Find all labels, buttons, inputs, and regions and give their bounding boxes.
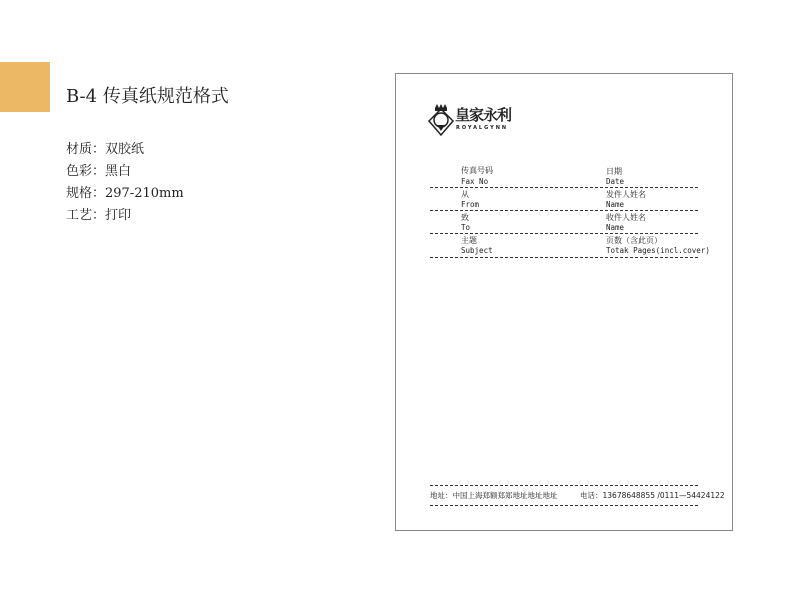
field-label-cn: 日期 [606,167,622,176]
field-label-en: Name [606,200,625,209]
field-label-en: Totak Pages(incl.cover) [606,246,710,255]
lion-logo-icon [427,103,455,137]
spec-size: 规格：297-210mm [66,186,184,201]
logo-subtitle: ROYALGYNN [456,125,509,131]
field-label-en: To [461,223,471,232]
field-label-cn: 页数（含此页） [606,236,662,245]
divider [430,505,698,506]
footer-phone: 电话：13678648855 /0111—54424122 [580,491,725,500]
field-label-cn: 传真号码 [461,166,493,175]
field-label-en: Date [606,177,625,186]
divider [430,257,698,258]
field-label-en: Subject [461,246,493,255]
divider [430,187,698,188]
field-label-cn: 主题 [461,236,477,245]
logo-name: 皇家永利 [455,106,512,124]
page-title: B-4 传真纸规范格式 [66,86,229,107]
accent-block [0,62,50,112]
field-label-cn: 发件人姓名 [606,190,646,199]
field-label-cn: 从 [461,190,469,199]
field-label-cn: 致 [461,213,469,222]
field-label-en: From [461,200,480,209]
spec-material: 材质：双胶纸 [66,142,145,157]
divider [430,210,698,211]
divider [430,233,698,234]
footer-address: 地址：中国上海郑额郑郑地址地址地址 [430,491,558,500]
field-label-en: Name [606,223,625,232]
divider [430,485,698,486]
fax-sheet [395,73,733,531]
field-label-en: Fax No [461,177,489,186]
spec-color: 色彩：黑白 [66,164,132,179]
field-label-cn: 收件人姓名 [606,213,646,222]
spec-process: 工艺：打印 [66,208,132,223]
